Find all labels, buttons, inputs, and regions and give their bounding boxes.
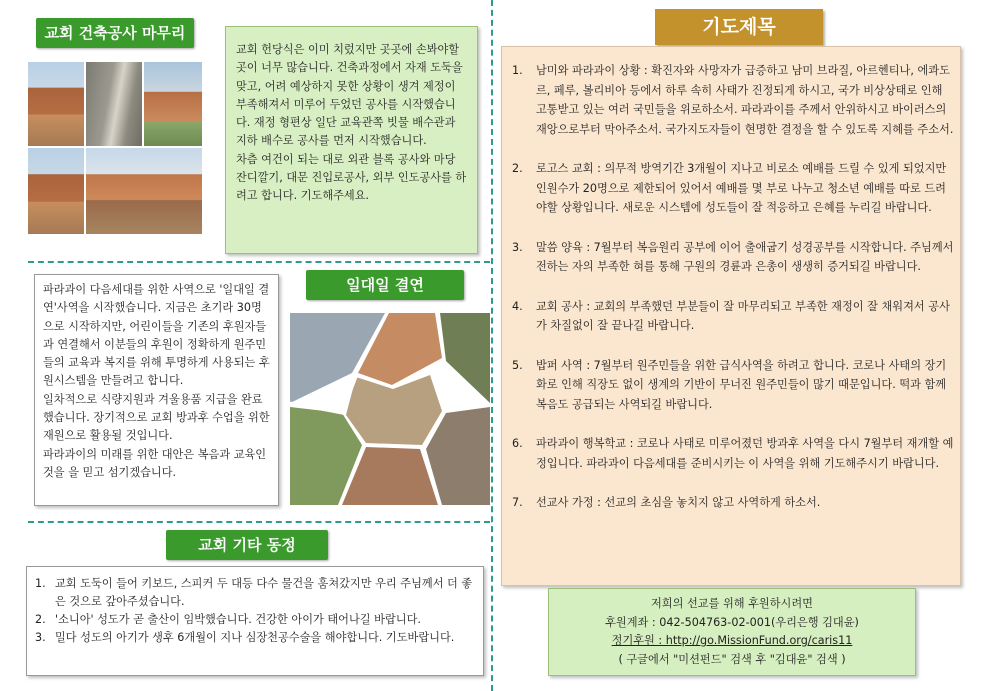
construction-photo-wall xyxy=(144,62,202,146)
prayer-item-number: 6. xyxy=(512,437,523,450)
prayer-item-text: 파라과이 행복학교 : 코로나 사태로 미루어졌던 방과후 사역을 다시 7월부터 재개할 예정입니다. 파라과이 다음세대를 준비시키는 이 사역을 위해 기도해주시기 바랍니다. xyxy=(536,437,954,470)
other-news-item-text: 밀다 성도의 아기가 생후 6개월이 지나 심장천공수술을 해야합니다. 기도바랍니다. xyxy=(55,631,455,644)
mentoring-paragraph-1: 파라과이 다음세대를 위한 사역으로 '일대일 결연'사역을 시작했습니다. 지금은 초기라 30명으로 시작하지만, 어린이들을 기존의 후원자들과 연결해서 이분들의 후원이 정확하게 원주민들의 교육과 복지를 위해 투명하게 사용되는 후원시스템을 만들려고 합니다. xyxy=(43,283,270,388)
other-news-item-text: 교회 도둑이 들어 키보드, 스피커 두 대등 다수 물건을 훔쳐갔지만 우리 주님께서 더 좋은 것으로 갚아주셨습니다. xyxy=(55,577,473,608)
collage-svg xyxy=(290,313,490,505)
support-info-box xyxy=(548,588,916,676)
support-link[interactable]: 정기후원 : http://go.MissionFund.org/caris11 xyxy=(611,634,853,647)
construction-photo-exterior xyxy=(86,148,202,234)
prayer-item-text: 로고스 교회 : 의무적 방역기간 3개월이 지나고 비로소 예배를 드릴 수 있게 되었지만 인원수가 20명으로 제한되어 있어서 예배를 몇 부로 나누고 청소년 예배를 따로 드려야할 상황입니다. 새로운 시스템에 성도들이 잘 적응하고 은혜를 누리길 바랍니다. xyxy=(536,162,947,214)
prayer-item-text: 밥퍼 사역 : 7월부터 원주민들을 위한 급식사역을 하려고 합니다. 코로나 사태의 장기화로 인해 직장도 없이 생계의 기반이 무너진 원주민들이 많기 때문입니다. 떡과 함께 복음도 공급되는 사역되길 바랍니다. xyxy=(536,358,947,411)
construction-paragraph-2: 차츰 여건이 되는 대로 외관 블록 공사와 마당 잔디깔기, 대문 진입로공사, 외부 인도공사를 하려고 합니다. 기도해주세요. xyxy=(236,152,467,203)
prayer-item-text: 선교사 가정 : 선교의 초심을 놓치지 않고 사역하게 하소서. xyxy=(536,496,821,509)
prayer-item xyxy=(508,61,954,139)
construction-photo-building xyxy=(28,62,84,146)
mentoring-photo-collage xyxy=(290,313,490,505)
mentoring-paragraph-2: 일차적으로 식량지원과 겨울용품 지급을 완료했습니다. 장기적으로 교회 방과후 수업을 위한 재원으로 활용될 것입니다. xyxy=(43,392,270,443)
horizontal-divider-top xyxy=(28,261,490,263)
support-intro: 저희의 선교를 위해 후원하시려면 xyxy=(651,597,813,610)
construction-photo-yard xyxy=(28,148,84,234)
prayer-item-number: 4. xyxy=(512,299,523,313)
support-search-hint: ( 구글에서 "미션펀드" 검색 후 "김대윤" 검색 ) xyxy=(618,652,846,666)
construction-paragraph-1: 교회 헌당식은 이미 치렀지만 곳곳에 손봐야할 곳이 너무 많습니다. 건축과정에서 자재 도둑을 맞고, 어려 예상하지 못한 상황이 생겨 제정이 부족해져서 미루어 두었던 공사를 시작했습니다. 재정 형편상 일단 교육관쪽 빗물 배수관과 지하 배수로 공사를 먼저 시작했습니다. xyxy=(236,43,463,148)
mentoring-paragraph-3: 파라과이의 미래를 위한 대안은 복음과 교육인 것을 을 믿고 섬기겠습니다. xyxy=(43,447,267,479)
prayer-item xyxy=(508,493,954,513)
prayer-item-number: 5. xyxy=(512,358,523,372)
prayer-item-text: 교회 공사 : 교회의 부족했던 부분들이 잘 마무리되고 부족한 재정이 잘 채워져서 공사가 차질없이 잘 끝나길 바랍니다. xyxy=(536,299,950,332)
prayer-item-number: 3. xyxy=(512,240,523,254)
support-account: 후원계좌 : 042-504763-02-001(우리은행 김대윤) xyxy=(605,615,859,629)
prayer-item xyxy=(508,356,954,415)
prayer-item-text: 말씀 양육 : 7월부터 복음원리 공부에 이어 출애굽기 성경공부를 시작합니다. 주님께서 전하는 자의 부족한 혀를 통해 구원의 경륜과 은총이 생생히 증거되길 바랍니다. xyxy=(536,240,954,273)
mentoring-text-box xyxy=(34,274,279,506)
prayer-item xyxy=(508,159,954,218)
prayer-item-number: 1. xyxy=(512,64,523,77)
other-news-item xyxy=(31,629,475,647)
other-news-item xyxy=(31,575,475,611)
prayer-item xyxy=(508,238,954,277)
other-news-item-number: 3. xyxy=(35,631,46,644)
other-news-item xyxy=(31,611,475,629)
construction-title: 교회 건축공사 마무리 xyxy=(36,18,194,48)
prayer-item-number: 2. xyxy=(512,162,523,175)
construction-text-box xyxy=(225,26,478,254)
prayer-title: 기도제목 xyxy=(655,9,823,45)
other-news-item-text: '소니아' 성도가 곧 출산이 임박했습니다. 건강한 아이가 태어나길 바랍니다. xyxy=(55,613,421,626)
construction-photo-drainpipe xyxy=(86,62,142,146)
other-news-box xyxy=(26,566,484,676)
other-news-item-number: 2. xyxy=(35,613,46,626)
vertical-divider xyxy=(491,0,493,691)
horizontal-divider-bottom xyxy=(28,521,490,523)
other-news-item-number: 1. xyxy=(35,577,46,590)
prayer-item xyxy=(508,297,954,336)
prayer-item-number: 7. xyxy=(512,496,523,509)
mentoring-title: 일대일 결연 xyxy=(306,270,464,300)
prayer-item xyxy=(508,434,954,473)
prayer-item-text: 남미와 파라과이 상황 : 확진자와 사망자가 급증하고 남미 브라질, 아르헨티나, 에콰도르, 페루, 볼리비아 등에서 하루 속히 사태가 진정되게 하시고, 국가 비상상태로 인해 고통받고 있는 여러 국민들을 위로하소서. 파라과이를 주께서 안위하시고 바이러스의 재앙으로부터 막아주소서. 국가지도자들이 현명한 결정을 할 수 있도록 지혜를 주소서. xyxy=(536,64,954,136)
other-news-title: 교회 기타 동정 xyxy=(166,530,328,560)
prayer-list-box xyxy=(501,46,961,586)
